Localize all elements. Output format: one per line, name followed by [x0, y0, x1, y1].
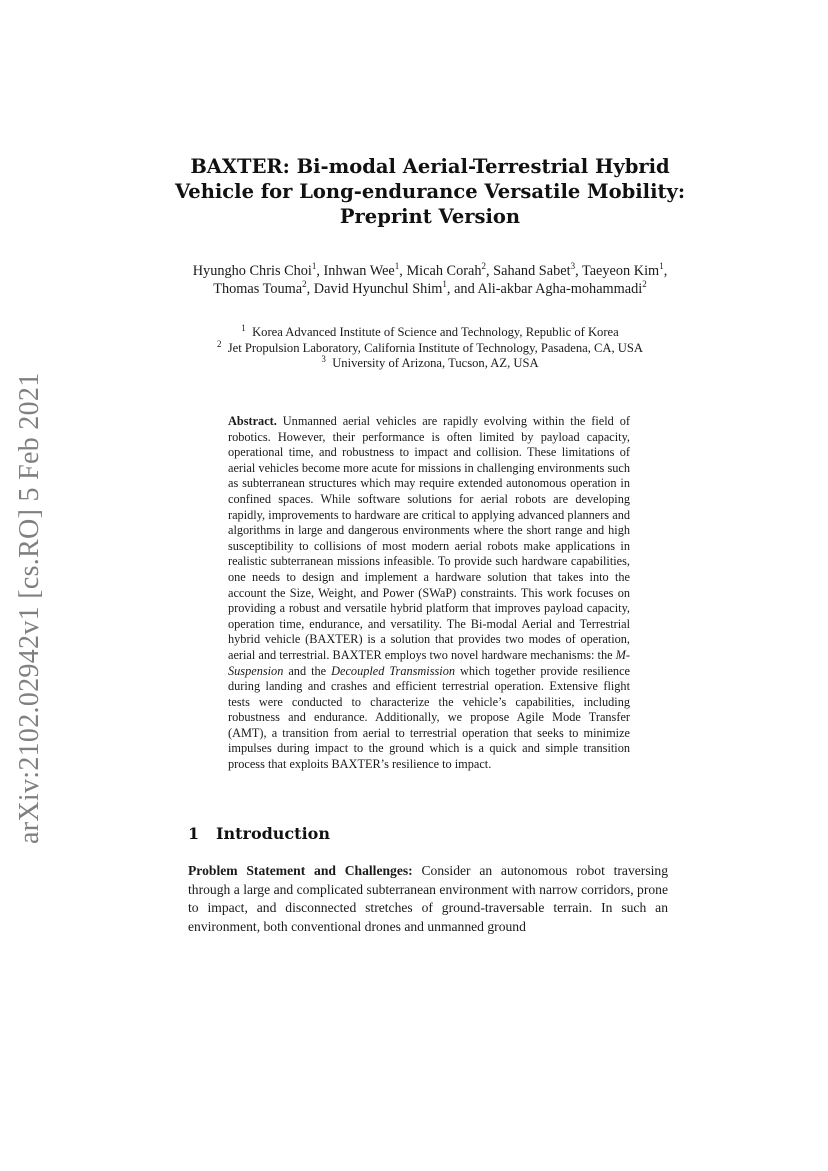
author-affiliation-mark: 1	[442, 279, 447, 290]
intro-paragraph	[188, 862, 668, 936]
abstract	[228, 414, 630, 773]
author-affiliation-mark: 2	[302, 279, 307, 290]
paper-title	[160, 154, 700, 229]
abstract-emphasis: M-Suspension	[228, 647, 630, 678]
affiliation-list	[150, 322, 710, 372]
author-affiliation-mark: 1	[311, 261, 317, 272]
affiliation-text: Jet Propulsion Laboratory, California Institute of Technology, Pasadena, CA, USA	[227, 340, 644, 355]
abstract-text: Unmanned aerial vehicles are rapidly evolving within the field of robotics. However, their performance is often limited by payload capacity, operational time, and robustness to impact and collision. These limitations of aerial vehicles become more acute for missions in challenging environments such as subterranean structures which may require extended autonomous operation in confined spaces. While software solutions for aerial robots are developing rapidly, improvements to hardware are critical to applying advanced planners and algorithms in large and dangerous environments where the short range and high susceptibility to collisions of most modern aerial robots make applications in realistic subterranean missions infeasible. To provide such hardware capabilities, one needs to design and implement a hardware solution that takes into the account the Size, Weight, and Power (SWaP) constraints. This work focuses on providing a robust and versatile hybrid platform that improves payload capacity, operation time, endurance, and versatility. The Bi-modal Aerial and Terrestrial hybrid vehicle (BAXTER) is a solution that provides two modes of operation, aerial and terrestrial. BAXTER employs two novel hardware mechanisms: the	[228, 414, 630, 662]
author-name: Micah Corah	[406, 263, 482, 279]
affiliation-text: Korea Advanced Institute of Science and Technology, Republic of Korea	[252, 325, 619, 339]
abstract-emphasis: Decoupled Transmission	[331, 663, 455, 678]
author-affiliation-mark: 3	[570, 261, 576, 272]
section-heading	[188, 824, 330, 843]
author-name: Ali-akbar Agha-mohammadi	[477, 281, 643, 297]
abstract-text: which together provide resilience during landing and crashes and efficient terrestrial operation. Extensive flight tests were conducted to characterize the vehicle’s capabilities, including robustness and endurance. Additionally, we propose Agile Mode Transfer (AMT), a transition from aerial to terrestrial operation that seeks to minimize impulses during impact to the ground which is a quick and simple transition process that exploits BAXTER’s resilience to impact.	[228, 663, 630, 772]
author-name: Thomas Touma	[213, 281, 303, 297]
abstract-text: and the	[283, 663, 332, 678]
author-name: Hyungho Chris Choi	[192, 263, 312, 279]
author-separator: ,	[485, 263, 494, 279]
affiliation-number: 2	[216, 338, 222, 349]
paragraph-text: Consider an autonomous robot traversing through a large and complicated subterranean environment with narrow corridors, prone to impact, and disconnected stretches of ground-traversable terrain. In such an environment, both conventional drones and unmanned ground	[188, 863, 668, 934]
author-list	[180, 262, 680, 298]
title-line: Vehicle for Long-endurance Versatile Mobility:	[174, 180, 686, 203]
abstract-label: Abstract.	[228, 414, 277, 428]
affiliation	[150, 322, 710, 341]
author-separator: ,	[663, 263, 668, 279]
author-affiliation-mark: 1	[659, 261, 664, 272]
author-separator: ,	[399, 263, 407, 279]
author-separator: ,	[316, 263, 324, 279]
author-name: Inhwan Wee	[323, 263, 395, 279]
affiliation-number: 3	[321, 354, 326, 364]
author-separator: , and	[446, 281, 478, 297]
arxiv-identifier: arXiv:2102.02942v1 [cs.RO] 5 Feb 2021	[14, 372, 45, 844]
author-affiliation-mark: 1	[394, 261, 400, 272]
author-affiliation-mark: 2	[481, 261, 486, 272]
author-affiliation-mark: 2	[642, 279, 647, 290]
section-title: Introduction	[216, 824, 330, 843]
paragraph-runin-heading: Problem Statement and Challenges:	[188, 863, 413, 878]
affiliation	[150, 356, 710, 372]
author-name: Taeyeon Kim	[581, 263, 660, 279]
title-line: BAXTER: Bi-modal Aerial-Terrestrial Hybrid	[190, 155, 670, 178]
author-separator: ,	[306, 281, 314, 297]
title-line: Preprint Version	[339, 205, 521, 228]
author-name: Sahand Sabet	[493, 263, 571, 279]
affiliation-number: 1	[241, 322, 246, 333]
author-separator: ,	[575, 263, 582, 279]
author-name: David Hyunchul Shim	[313, 281, 443, 297]
affiliation	[150, 338, 710, 357]
section-number: 1	[188, 824, 200, 843]
affiliation-text: University of Arizona, Tucson, AZ, USA	[332, 356, 539, 371]
